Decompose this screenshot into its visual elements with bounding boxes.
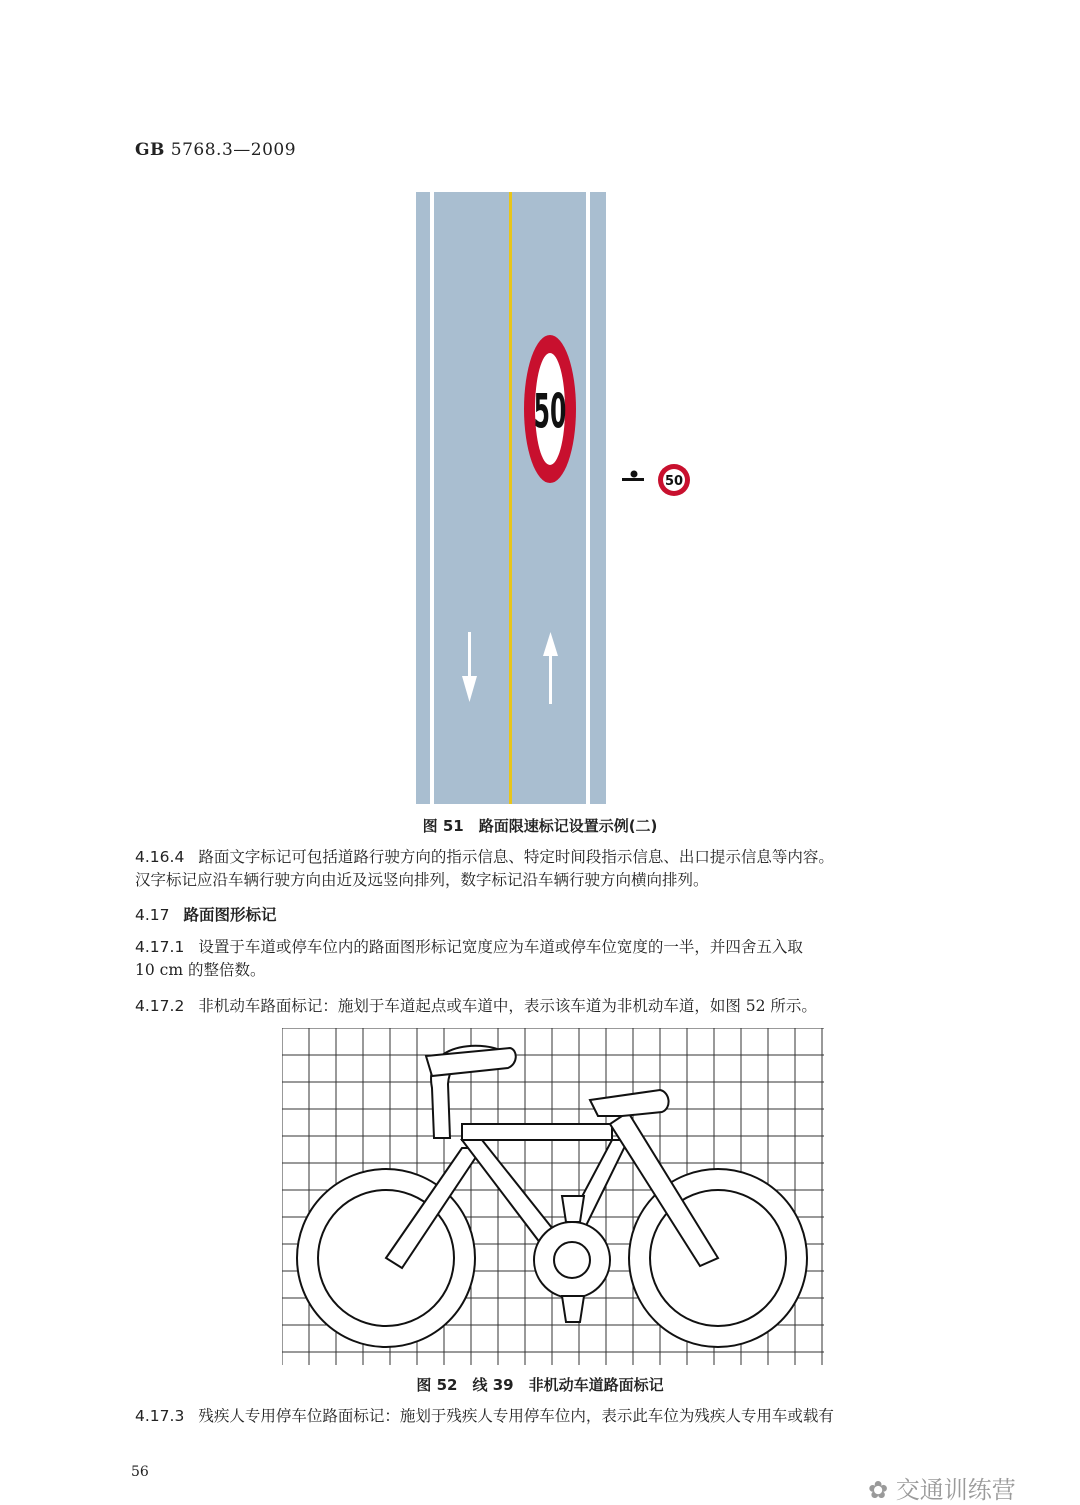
standard-number: 5768.3—2009 — [170, 140, 297, 160]
speed-limit-number: 50 — [533, 383, 567, 440]
heading-4-17: 4.17 路面图形标记 — [135, 906, 277, 924]
paragraph-4-17-2: 4.17.2 非机动车路面标记：施划于车道起点或车道中，表示该车道为非机动车道，如图 52 所示。 — [135, 997, 817, 1015]
paragraph-4-16-4: 4.16.4 路面文字标记可包括道路行驶方向的指示信息、特定时间段指示信息、出口提示信息等内容。 汉字标记应沿车辆行驶方向由近及远竖向排列，数字标记沿车辆行驶方向横向排列。 — [135, 848, 834, 889]
speed-limit-marking — [524, 335, 576, 483]
paragraph-4-17-3: 4.17.3 残疾人专用停车位路面标记：施划于残疾人专用停车位内，表示此车位为残疾人专用车或载有 — [135, 1407, 834, 1425]
standard-code: GB — [135, 140, 165, 160]
speed-limit-sign-icon — [622, 460, 694, 500]
watermark-text: 交通训练营 — [895, 1476, 1016, 1504]
paragraph-4-17-1: 4.17.1 设置于车道或停车位内的路面图形标记宽度应为车道或停车位宽度的一半，并四舍五入取 10 cm 的整倍数。 — [135, 938, 803, 979]
wechat-icon: ✿ — [868, 1476, 889, 1504]
watermark — [868, 1470, 1016, 1505]
figure-52-caption: 图 52 线 39 非机动车道路面标记 — [416, 1376, 664, 1394]
figure-51-caption: 图 51 路面限速标记设置示例(二) — [422, 817, 658, 835]
sign-number: 50 — [664, 474, 684, 489]
bicycle-marking-diagram — [282, 1028, 824, 1365]
document-header — [135, 140, 296, 160]
page-number: 56 — [131, 1464, 149, 1480]
road-diagram — [416, 192, 606, 804]
